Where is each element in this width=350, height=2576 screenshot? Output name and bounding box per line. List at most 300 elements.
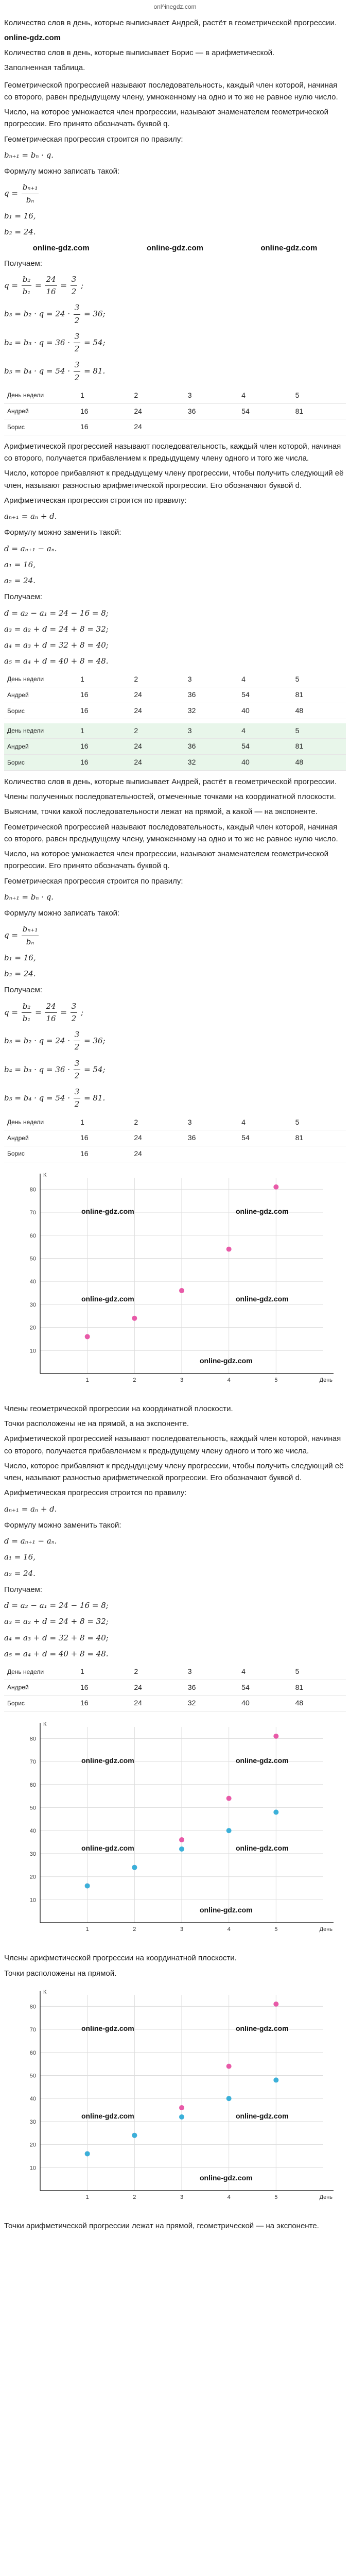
y-tick-label: 10 <box>29 1897 36 1904</box>
table-cell: 36 <box>185 403 238 419</box>
table-cell: Андрей <box>4 739 77 755</box>
table-cell: 48 <box>292 703 346 719</box>
ari-definition-2: Арифметической прогрессией называют последовательность, каждый член которой, начиная со второго, получается прибавлением к предыдущему члену одного и того же числа. <box>4 1434 341 1455</box>
table-cell: 2 <box>131 1115 184 1130</box>
geo-rule: Геометрическая прогрессия строится по правилу: <box>4 134 183 144</box>
table-cell: 40 <box>238 1696 292 1711</box>
data-point <box>179 2114 184 2120</box>
repeat-section <box>4 776 346 1162</box>
table-full-highlight <box>4 723 346 771</box>
table-cell: 3 <box>185 672 238 687</box>
y-tick-label: 40 <box>29 1828 36 1835</box>
ari-definition: Арифметической прогрессией называют последовательность, каждый член которой, начиная со второго, получается прибавлением к предыдущему члену одного и того же числа. <box>4 442 341 463</box>
b4-rhs: = 54; <box>81 1064 106 1074</box>
table-cell: 24 <box>131 1130 184 1146</box>
data-point <box>226 1246 232 1251</box>
b3-calc <box>4 302 346 327</box>
x-axis-label: День <box>319 1377 332 1383</box>
frac-num: 24 <box>45 1001 57 1013</box>
y-axis-label: К <box>43 1989 47 1995</box>
table-cell: 16 <box>77 419 131 435</box>
table-cell: 48 <box>292 1696 346 1711</box>
table-cell: 5 <box>292 723 346 739</box>
x-tick-label: 4 <box>227 2194 231 2200</box>
b5-calc <box>4 359 346 384</box>
intro-p2: Количество слов в день, которые выписывает Борис — в арифметической. <box>4 48 275 58</box>
a4-calc: a₄ = a₃ + d = 32 + 8 = 40; <box>4 640 109 650</box>
frac-den: 2 <box>74 1042 80 1052</box>
table-full-2 <box>4 1664 346 1711</box>
frac-den: 2 <box>74 372 80 382</box>
q-fraction <box>22 923 39 948</box>
frac-num: b₂ <box>22 274 32 286</box>
y-tick-label: 30 <box>29 2119 36 2125</box>
chart-geo-svg <box>4 1167 344 1394</box>
frac <box>74 1086 81 1111</box>
data-point <box>179 1288 184 1293</box>
table-cell <box>292 1146 346 1162</box>
y-tick-label: 60 <box>29 1782 36 1788</box>
table-cell: 40 <box>238 755 292 771</box>
table-row <box>4 1146 346 1162</box>
b5-calc-2 <box>4 1086 346 1111</box>
frac-den: 2 <box>74 344 80 354</box>
a2-value: a₂ = 24. <box>4 576 36 586</box>
final-caption: Точки арифметической прогрессии лежат на прямой, геометрической — на экспоненте. <box>4 2222 319 2231</box>
frac-den: 2 <box>74 1071 80 1080</box>
ari-d-formula-2: d = aₙ₊₁ − aₙ. <box>4 1536 57 1546</box>
watermark: online-gdz.com <box>236 1294 289 1303</box>
table-cell: Андрей <box>4 1680 77 1696</box>
table-cell: 48 <box>292 755 346 771</box>
table-cell: Борис <box>4 1146 77 1162</box>
intro-p1: Количество слов в день, которые выписывает Андрей, растёт в геометрической прогрессии. <box>4 18 337 27</box>
q-calc-lhs: q = <box>4 1007 21 1017</box>
data-point <box>179 2105 184 2110</box>
repeat-p2: Члены полученных последовательностей, отмеченные точками на координатной плоскости. <box>4 792 336 802</box>
table-cell: 16 <box>77 1680 131 1696</box>
table-cell: 16 <box>77 755 131 771</box>
table-cell: Андрей <box>4 403 77 419</box>
y-tick-label: 50 <box>29 1805 36 1811</box>
table-cell: 3 <box>185 1664 238 1680</box>
ari-d-definition: Число, которое прибавляют к предыдущему члену прогрессии, чтобы получить следующий её член, называют разностью арифметической прогрессии. Его обозначают буквой d. <box>4 469 344 490</box>
table-cell: 81 <box>292 687 346 703</box>
b3-calc-2 <box>4 1029 346 1054</box>
frac-den: 16 <box>46 287 56 297</box>
table-cell <box>238 1146 292 1162</box>
table-cell: 5 <box>292 1115 346 1130</box>
watermark: online-gdz.com <box>81 2111 134 2120</box>
table-cell: Борис <box>4 1696 77 1711</box>
y-tick-label: 80 <box>29 1186 36 1193</box>
data-point <box>226 1828 232 1833</box>
table-cell <box>185 419 238 435</box>
x-tick-label: 3 <box>180 1926 184 1933</box>
data-point <box>85 1334 90 1339</box>
q-calc-2 <box>4 1001 346 1025</box>
table-cell: 32 <box>185 703 238 719</box>
table-cell: 4 <box>238 1115 292 1130</box>
ari-d-formula: d = aₙ₊₁ − aₙ. <box>4 544 57 553</box>
frac-num: b₂ <box>22 1001 32 1013</box>
b4-calc <box>4 331 346 355</box>
caption-c3: Члены арифметической прогрессии на координатной плоскости. <box>4 1954 237 1963</box>
frac-den: 2 <box>74 1099 80 1109</box>
table-cell: 54 <box>238 739 292 755</box>
caption-section <box>4 1403 346 1711</box>
table-cell: 2 <box>131 1664 184 1680</box>
table-cell: 54 <box>238 1130 292 1146</box>
table-cell: 81 <box>292 1130 346 1146</box>
equals: = <box>60 280 69 290</box>
table-cell: 3 <box>185 723 238 739</box>
b3-lhs: b₃ = b₂ · q = 24 · <box>4 1036 73 1045</box>
table-cell: Андрей <box>4 1130 77 1146</box>
table-cell: 2 <box>131 388 184 403</box>
frac-den: b₁ <box>22 1013 31 1023</box>
x-tick-label: 1 <box>85 1377 89 1383</box>
table-cell: День недели <box>4 672 77 687</box>
table-cell: 4 <box>238 723 292 739</box>
table-cell: 54 <box>238 1680 292 1696</box>
ari-write: Формулу можно заменить такой: <box>4 528 121 537</box>
x-tick-label: 1 <box>85 2194 89 2200</box>
q-denominator: bₙ <box>26 195 34 205</box>
watermark: online-gdz.com <box>236 2024 289 2032</box>
data-point <box>132 1315 137 1320</box>
watermark: online-gdz.com <box>200 1356 253 1365</box>
b3-lhs: b₃ = b₂ · q = 24 · <box>4 309 73 319</box>
watermark: online-gdz.com <box>146 244 203 253</box>
table-cell: 16 <box>77 1696 131 1711</box>
watermark: online-gdz.com <box>4 33 61 42</box>
table-row <box>4 403 346 419</box>
watermark: online-gdz.com <box>236 1207 289 1215</box>
equals: = <box>35 280 44 290</box>
a2-value-2: a₂ = 24. <box>4 1568 36 1578</box>
geo-formula: bₙ₊₁ = bₙ · q. <box>4 150 54 160</box>
geo-get-2: Получаем: <box>4 986 43 995</box>
d-calc-2: d = a₂ − a₁ = 24 − 16 = 8; <box>4 1601 109 1611</box>
table-row <box>4 388 346 403</box>
b3-rhs: = 36; <box>81 1036 106 1045</box>
q-frac <box>74 302 81 327</box>
q-numerator: bₙ₊₁ <box>22 181 39 194</box>
data-point <box>273 1734 278 1739</box>
q-calc-frac3 <box>71 274 78 298</box>
table-cell: 16 <box>77 1146 131 1162</box>
ari-get: Получаем: <box>4 592 43 602</box>
chart-both-2 <box>4 1985 346 2215</box>
table-cell: 3 <box>185 388 238 403</box>
a3-calc: a₃ = a₂ + d = 24 + 8 = 32; <box>4 624 109 634</box>
frac <box>74 1029 81 1054</box>
data-point <box>85 2151 90 2156</box>
geo-q-definition: Число, на которое умножается член прогрессии, называют знаменателем геометрической прогрессии. Его принято обозначать буквой q. <box>4 108 328 129</box>
data-point <box>273 2077 278 2082</box>
q-frac <box>74 359 81 384</box>
table-cell: 2 <box>131 723 184 739</box>
b4-calc-2 <box>4 1058 346 1082</box>
y-tick-label: 50 <box>29 2073 36 2079</box>
data-point <box>85 1884 90 1889</box>
table-cell: День недели <box>4 1664 77 1680</box>
caption-c1: Члены геометрической прогрессии на координатной плоскости. <box>4 1404 233 1413</box>
y-tick-label: 10 <box>29 1347 36 1354</box>
frac-den: 2 <box>74 315 80 325</box>
watermark: online-gdz.com <box>81 1294 134 1303</box>
y-tick-label: 20 <box>29 1874 36 1880</box>
ari-rule: Арифметическая прогрессия строится по правилу: <box>4 496 187 505</box>
caption-section-2 <box>4 1952 346 1979</box>
data-point <box>273 1810 278 1815</box>
intro-section <box>4 17 346 74</box>
frac <box>45 1001 57 1025</box>
y-tick-label: 70 <box>29 2026 36 2033</box>
y-tick-label: 40 <box>29 1278 36 1285</box>
geo-definition: Геометрической прогрессией называют последовательность, каждый член которой, начиная со второго, равен предыдущему члену, умноженному на одно и то же не равное нулю число. <box>4 80 338 101</box>
x-tick-label: 5 <box>274 1377 278 1383</box>
a1-value-2: a₁ = 16, <box>4 1552 36 1562</box>
caption-c2: Точки расположены не на прямой, а на экспоненте. <box>4 1419 189 1429</box>
table-cell: 4 <box>238 672 292 687</box>
table-row <box>4 1130 346 1146</box>
frac-num: 3 <box>74 302 81 314</box>
y-axis-label: К <box>43 1721 47 1728</box>
frac-num: bₙ₊₁ <box>22 923 39 936</box>
y-tick-label: 20 <box>29 1325 36 1331</box>
x-tick-label: 1 <box>85 1926 89 1933</box>
table-cell: 16 <box>77 403 131 419</box>
table-cell: 54 <box>238 687 292 703</box>
q-calc-frac2 <box>45 274 57 298</box>
final-section <box>4 2220 346 2232</box>
geo-write-2: Формулу можно записать такой: <box>4 909 120 918</box>
table-cell: 36 <box>185 687 238 703</box>
watermark: online-gdz.com <box>81 1207 134 1215</box>
b3-rhs: = 36; <box>84 309 106 319</box>
b5-lhs: b₅ = b₄ · q = 54 · <box>4 1093 73 1103</box>
b5-rhs: = 81. <box>84 366 106 376</box>
x-axis-label: День <box>319 2194 332 2200</box>
caption-c4: Точки расположены на прямой. <box>4 1969 117 1978</box>
geo-q-formula-2 <box>4 923 346 948</box>
watermark: online-gdz.com <box>32 244 90 253</box>
table-row <box>4 1696 346 1711</box>
data-point <box>273 1184 278 1189</box>
table-cell: 24 <box>131 1696 184 1711</box>
table-cell: 1 <box>77 672 131 687</box>
b2-value-2: b₂ = 24. <box>4 969 36 979</box>
table-cell: 5 <box>292 1664 346 1680</box>
table-row <box>4 419 346 435</box>
table-cell: 24 <box>131 419 184 435</box>
table-cell: 81 <box>292 739 346 755</box>
x-tick-label: 5 <box>274 1926 278 1933</box>
frac <box>74 1058 81 1082</box>
table-cell: Борис <box>4 419 77 435</box>
y-tick-label: 30 <box>29 1301 36 1308</box>
data-point <box>132 1865 137 1870</box>
table-cell: 1 <box>77 1664 131 1680</box>
watermark: online-gdz.com <box>200 2173 253 2182</box>
x-axis-label: День <box>319 1926 332 1933</box>
table-cell: 24 <box>131 687 184 703</box>
watermark: online-gdz.com <box>236 1756 289 1765</box>
frac-den: 16 <box>46 1013 56 1023</box>
geo-get: Получаем: <box>4 259 43 268</box>
table-cell: 24 <box>131 1680 184 1696</box>
table-cell: Андрей <box>4 687 77 703</box>
x-tick-label: 4 <box>227 1377 231 1383</box>
watermark: online-gdz.com <box>81 2024 134 2032</box>
table-row <box>4 755 346 771</box>
semicolon: ; <box>81 1007 84 1017</box>
table-cell: Борис <box>4 703 77 719</box>
data-point <box>226 1796 232 1801</box>
frac-num: 3 <box>74 1058 81 1070</box>
geo-section <box>4 79 346 435</box>
table-cell: 5 <box>292 672 346 687</box>
y-tick-label: 80 <box>29 1736 36 1742</box>
table-cell: 36 <box>185 739 238 755</box>
y-tick-label: 80 <box>29 2004 36 2010</box>
table-cell: 4 <box>238 1664 292 1680</box>
b4-rhs: = 54; <box>84 337 106 347</box>
data-point <box>273 2002 278 2007</box>
equals: = <box>60 1007 69 1017</box>
b5-lhs: b₅ = b₄ · q = 54 · <box>4 366 73 376</box>
table-full <box>4 672 346 719</box>
watermark-row <box>4 242 346 254</box>
ari-formula: aₙ₊₁ = aₙ + d. <box>4 512 57 521</box>
data-point <box>132 2133 137 2138</box>
filled-table-label: Заполненная таблица. <box>4 63 85 73</box>
x-tick-label: 5 <box>274 2194 278 2200</box>
frac-num: 3 <box>74 1029 81 1041</box>
geo-write: Формулу можно записать такой: <box>4 167 120 176</box>
a3-calc-2: a₃ = a₂ + d = 24 + 8 = 32; <box>4 1617 109 1626</box>
watermark: online-gdz.com <box>81 1844 134 1853</box>
q-frac <box>74 331 81 355</box>
ari-formula-2: aₙ₊₁ = aₙ + d. <box>4 1504 57 1514</box>
table-cell: Борис <box>4 755 77 771</box>
x-tick-label: 3 <box>180 1377 184 1383</box>
table-cell: 16 <box>77 1130 131 1146</box>
data-point <box>179 1837 184 1842</box>
table-cell: 24 <box>131 403 184 419</box>
table-row <box>4 1664 346 1680</box>
data-point <box>226 2063 232 2069</box>
frac-num: 24 <box>45 274 57 286</box>
table-cell: 81 <box>292 1680 346 1696</box>
table-cell: 36 <box>185 1130 238 1146</box>
ari-get-2: Получаем: <box>4 1585 43 1594</box>
table-row <box>4 739 346 755</box>
q-calc <box>4 274 346 298</box>
data-point <box>226 2096 232 2101</box>
ari-rule-2: Арифметическая прогрессия строится по правилу: <box>4 1488 187 1498</box>
x-tick-label: 2 <box>133 1926 136 1933</box>
d-calc: d = a₂ − a₁ = 24 − 16 = 8; <box>4 608 109 618</box>
geo-q-formula <box>4 181 346 206</box>
ari-section <box>4 440 346 771</box>
q-eq: q = <box>4 189 18 198</box>
equals: = <box>35 1007 44 1017</box>
table-cell <box>292 419 346 435</box>
table-cell: 81 <box>292 403 346 419</box>
table-cell: 2 <box>131 672 184 687</box>
table-cell: 32 <box>185 755 238 771</box>
table-cell: 36 <box>185 1680 238 1696</box>
b4-lhs: b₄ = b₃ · q = 36 · <box>4 337 73 347</box>
table-cell <box>238 419 292 435</box>
table-cell: 40 <box>238 703 292 719</box>
b1-value: b₁ = 16, <box>4 211 36 221</box>
y-tick-label: 50 <box>29 1256 36 1262</box>
x-tick-label: 4 <box>227 1926 231 1933</box>
b5-rhs: = 81. <box>81 1093 106 1103</box>
geo-rule-2: Геометрическая прогрессия строится по правилу: <box>4 876 183 886</box>
y-tick-label: 20 <box>29 2142 36 2148</box>
y-axis-label: К <box>43 1172 47 1178</box>
a4-calc-2: a₄ = a₃ + d = 32 + 8 = 40; <box>4 1633 109 1642</box>
table-cell: День недели <box>4 723 77 739</box>
a5-calc: a₅ = a₄ + d = 40 + 8 = 48. <box>4 656 109 666</box>
semicolon: ; <box>81 280 84 290</box>
y-tick-label: 60 <box>29 2049 36 2056</box>
ari-write-2: Формулу можно заменить такой: <box>4 1520 121 1530</box>
frac-den: b₁ <box>22 287 31 297</box>
frac-num: 3 <box>74 359 81 371</box>
b2-value: b₂ = 24. <box>4 227 36 237</box>
chart-both-1 <box>4 1717 346 1947</box>
q-calc-lhs: q = <box>4 280 21 290</box>
table-geo <box>4 388 346 435</box>
b4-lhs: b₄ = b₃ · q = 36 · <box>4 1064 73 1074</box>
geo-definition-2: Геометрической прогрессией называют последовательность, каждый член которой, начиная со второго, равен предыдущему члену, умноженному на одно и то же не равное нулю число. <box>4 822 338 843</box>
y-tick-label: 10 <box>29 2165 36 2172</box>
frac-num: 3 <box>71 274 78 286</box>
ari-d-definition-2: Число, которое прибавляют к предыдущему члену прогрессии, чтобы получить следующий её член, называют разностью арифметической прогрессии. Его обозначают буквой d. <box>4 1461 344 1483</box>
x-tick-label: 3 <box>180 2194 184 2200</box>
frac-den: 2 <box>71 1013 77 1023</box>
table-cell: 32 <box>185 1696 238 1711</box>
table-cell: 16 <box>77 687 131 703</box>
repeat-p3: Выясним, точки какой последовательности лежат на прямой, а какой — на экспоненте. <box>4 807 318 817</box>
table-cell: 16 <box>77 703 131 719</box>
frac-den: 2 <box>71 287 77 297</box>
chart-geo <box>4 1167 346 1398</box>
frac-num: 3 <box>74 331 81 343</box>
watermark: online-gdz.com <box>260 244 318 253</box>
table-cell: 4 <box>238 388 292 403</box>
geo-q-definition-2: Число, на которое умножается член прогрессии, называют знаменателем геометрической прогрессии. Его принято обозначать буквой q. <box>4 850 328 871</box>
table-cell: 5 <box>292 388 346 403</box>
table-cell: 1 <box>77 388 131 403</box>
table-row <box>4 672 346 687</box>
y-tick-label: 40 <box>29 2096 36 2103</box>
a1-value: a₁ = 16, <box>4 560 36 569</box>
table-cell <box>185 1146 238 1162</box>
table-row <box>4 703 346 719</box>
watermark: online-gdz.com <box>236 2111 289 2120</box>
x-tick-label: 2 <box>133 1377 136 1383</box>
table-cell: День недели <box>4 388 77 403</box>
table-cell: 3 <box>185 1115 238 1130</box>
table-row <box>4 1680 346 1696</box>
